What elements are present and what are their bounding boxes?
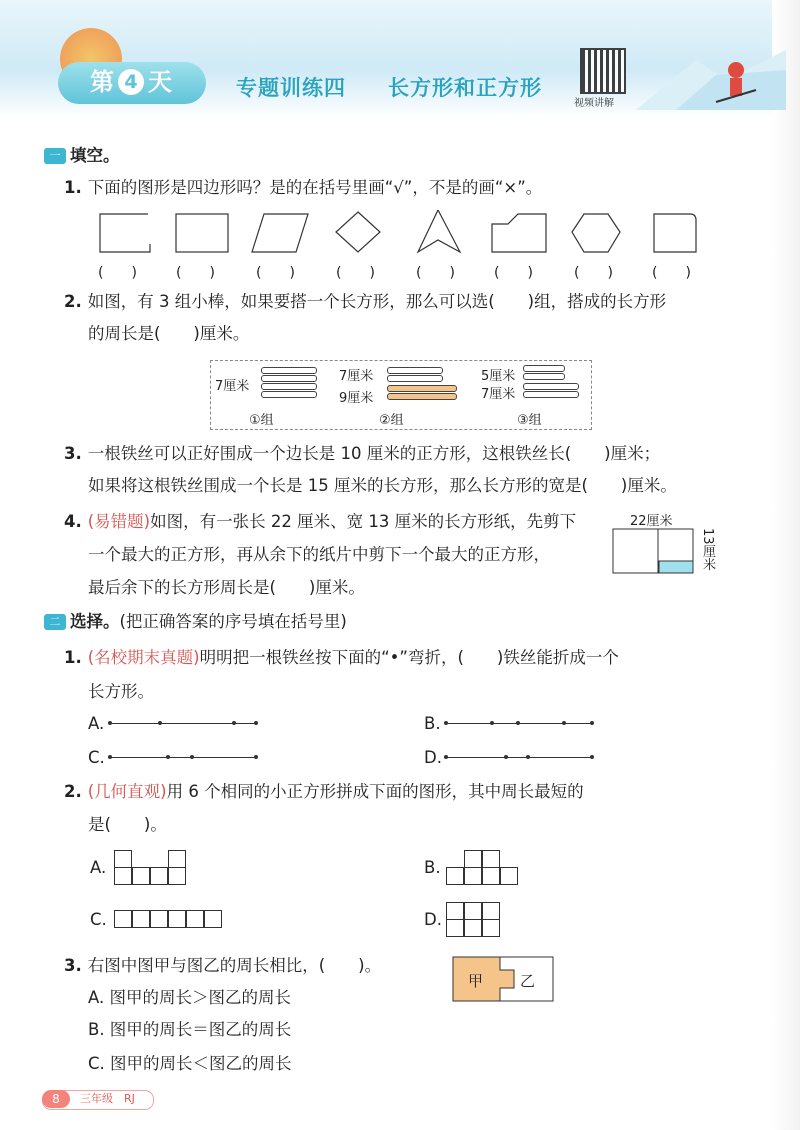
g3-stick-short <box>523 365 565 372</box>
bend-dot <box>232 721 236 725</box>
bend-dot <box>166 755 170 759</box>
unit-square <box>168 867 186 885</box>
s1-q2-num: 2. <box>64 292 82 311</box>
s2-q1-line1 <box>64 646 619 670</box>
s2-q3-option-a[interactable]: A. 图甲的周长＞图乙的周长 <box>88 988 291 1007</box>
unit-square <box>482 919 500 937</box>
s1-q2-line1 <box>64 290 666 314</box>
unit-square <box>446 867 464 885</box>
g1-stick <box>261 367 317 374</box>
shape-a <box>114 850 190 886</box>
s2-q1-text-b: 长方形。 <box>88 682 154 701</box>
unit-square <box>482 867 500 885</box>
q4-fig-height-label: 13厘米 <box>700 528 715 571</box>
bend-dot <box>254 755 258 759</box>
unit-square <box>150 867 168 885</box>
sticks-figure <box>210 360 592 430</box>
wire-a <box>110 723 256 724</box>
g2-name: ②组 <box>379 413 404 428</box>
section1-heading <box>44 144 120 168</box>
unit-square <box>446 902 464 920</box>
s2-q1-option-c[interactable]: C. <box>88 748 105 767</box>
s2-q2-tag: (几何直观) <box>87 782 167 801</box>
s2-q2-option-a[interactable]: A. <box>90 858 107 877</box>
unit-square <box>446 919 464 937</box>
q4-fig-width-label: 22厘米 <box>630 514 673 529</box>
unit-square <box>168 850 186 868</box>
s1-q4-text-a: 如图，有一张长 22 厘米、宽 13 厘米的长方形纸，先剪下 <box>150 512 577 531</box>
bend-dot <box>590 721 594 725</box>
section2-note: (把正确答案的序号填在括号里) <box>119 612 347 631</box>
day-suffix: 天 <box>148 68 172 96</box>
g3-stick <box>523 383 579 390</box>
unit-square <box>204 910 222 928</box>
bend-dot <box>516 721 520 725</box>
g1-length-label: 7厘米 <box>215 379 250 394</box>
unit-square <box>132 910 150 928</box>
unit-square <box>482 902 500 920</box>
bend-dot <box>108 721 112 725</box>
qr-code-icon[interactable] <box>580 48 626 94</box>
s1-q4-line1 <box>64 510 576 534</box>
g3-stick <box>523 391 579 398</box>
shape-3-parallelogram <box>252 214 308 252</box>
s1-q1 <box>64 176 542 200</box>
bend-dot <box>444 755 448 759</box>
bend-dot <box>190 755 194 759</box>
g1-name: ①组 <box>249 413 274 428</box>
unit-square <box>500 867 518 885</box>
s1-q4-tag: (易错题) <box>87 512 151 531</box>
unit-square <box>114 867 132 885</box>
wire-d <box>446 757 592 758</box>
s2-q1-num: 1. <box>64 648 82 667</box>
unit-square <box>464 919 482 937</box>
s1-q3-num: 3. <box>64 444 82 463</box>
bend-dot <box>490 721 494 725</box>
page-title: 专题训练四 <box>236 76 346 100</box>
s2-q3-option-c[interactable]: C. 图甲的周长＜图乙的周长 <box>88 1054 292 1073</box>
day-number: 4 <box>118 69 144 95</box>
g1-stick <box>261 383 317 390</box>
s2-q3-num: 3. <box>64 956 82 975</box>
day-prefix: 第 <box>90 68 114 96</box>
s1-q2-text-a: 如图，有 3 组小棒，如果要搭一个长方形，那么可以选( )组，搭成的长方形 <box>87 292 667 311</box>
section2-heading <box>44 610 347 634</box>
section2-title: 选择。 <box>70 612 120 631</box>
g2-length-label-1: 7厘米 <box>339 369 374 384</box>
s2-q2-option-c[interactable]: C. <box>90 910 107 929</box>
day-label <box>90 64 196 100</box>
shape-2-rectangle <box>176 214 228 252</box>
page-subtitle: 长方形和正方形 <box>388 76 542 100</box>
unit-square <box>464 902 482 920</box>
shape-5-arrowhead <box>418 210 460 252</box>
g3-name: ③组 <box>517 413 542 428</box>
g2-stick-long <box>387 385 457 392</box>
wire-b <box>446 723 592 724</box>
shape-6-pentagon <box>492 214 546 252</box>
wire-c <box>110 757 256 758</box>
g1-stick <box>261 391 317 398</box>
answer-paren-7[interactable]: ( ) <box>574 265 613 281</box>
bend-dot <box>444 721 448 725</box>
s2-q2-option-b[interactable]: B. <box>424 858 441 877</box>
s2-q2-text-a: 用 6 个相同的小正方形拼成下面的图形，其中周长最短的 <box>166 782 584 801</box>
shape-d <box>446 902 502 938</box>
q4-paper-figure <box>612 528 696 576</box>
bend-dot <box>562 721 566 725</box>
quadrilateral-shapes <box>96 210 706 260</box>
unit-square <box>150 910 168 928</box>
unit-square <box>482 850 500 868</box>
s2-q2-line1 <box>64 780 584 804</box>
page-edge <box>772 0 800 1130</box>
s2-q1-text-a: 明明把一根铁丝按下面的“•”弯折，( )铁丝能折成一个 <box>199 648 619 667</box>
unit-square <box>186 910 204 928</box>
g3-stick-short <box>523 373 565 380</box>
bend-dot <box>590 755 594 759</box>
answer-paren-2[interactable]: ( ) <box>176 265 215 281</box>
section1-title: 填空。 <box>70 146 120 165</box>
grade-label: 三年级 RJ <box>80 1092 135 1105</box>
unit-square <box>132 867 150 885</box>
s2-q2-num: 2. <box>64 782 82 801</box>
s2-q1-option-a[interactable]: A. <box>88 714 105 733</box>
qr-label: 视频讲解 <box>574 98 614 109</box>
g2-stick <box>387 367 443 374</box>
g3-length-label-1: 5厘米 <box>481 369 516 384</box>
g2-length-label-2: 9厘米 <box>339 391 374 406</box>
answer-paren-6[interactable]: ( ) <box>494 265 533 281</box>
jia-label: 甲 <box>468 972 484 990</box>
bend-dot <box>254 721 258 725</box>
unit-square <box>114 910 132 928</box>
answer-paren-3[interactable]: ( ) <box>256 265 295 281</box>
answer-paren-8[interactable]: ( ) <box>652 265 691 281</box>
shape-8-rounded-rect <box>654 214 696 252</box>
g1-stick <box>261 375 317 382</box>
shape-c <box>114 910 224 930</box>
s2-q2-option-d[interactable]: D. <box>424 910 442 929</box>
s1-q3-text-a: 一根铁丝可以正好围成一个边长是 10 厘米的正方形，这根铁丝长( )厘米； <box>87 444 661 463</box>
unit-square <box>464 850 482 868</box>
answer-paren-4[interactable]: ( ) <box>336 265 375 281</box>
g2-stick-long <box>387 393 457 400</box>
s1-q1-num: 1. <box>64 178 82 197</box>
s1-q3-text-b: 如果将这根铁丝围成一个长是 15 厘米的长方形，那么长方形的宽是( )厘米。 <box>88 476 677 495</box>
shape-b <box>446 850 522 886</box>
bend-dot <box>526 755 530 759</box>
section1-icon: 一 <box>44 148 66 164</box>
g3-length-label-2: 7厘米 <box>481 387 516 402</box>
bend-dot <box>158 721 162 725</box>
unit-square <box>464 867 482 885</box>
skier-illustration <box>636 40 786 110</box>
s1-q4-num: 4. <box>64 512 82 531</box>
s1-q1-text: 下面的图形是四边形吗？是的在括号里画“√”，不是的画“×”。 <box>87 178 543 197</box>
s1-q4-text-c: 最后余下的长方形周长是( )厘米。 <box>88 578 365 597</box>
s2-q3-line1 <box>64 954 381 978</box>
bend-dot <box>108 755 112 759</box>
yi-label: 乙 <box>520 972 536 990</box>
section2-icon: 二 <box>44 614 66 630</box>
s2-q1-option-d[interactable]: D. <box>424 748 442 767</box>
s2-q3-option-b[interactable]: B. 图甲的周长＝图乙的周长 <box>88 1020 292 1039</box>
s1-q3-line1 <box>64 442 660 466</box>
shape-7-hexagon <box>572 214 620 252</box>
s2-q1-option-b[interactable]: B. <box>424 714 441 733</box>
s1-q4-text-b: 一个最大的正方形，再从余下的纸片中剪下一个最大的正方形， <box>88 545 550 564</box>
s2-q3-text: 右图中图甲与图乙的周长相比，( )。 <box>87 956 382 975</box>
bend-dot <box>504 755 508 759</box>
shape-4-diamond <box>336 212 380 252</box>
page-number: 8 <box>42 1090 70 1108</box>
s2-q1-tag: (名校期末真题) <box>87 648 200 667</box>
unit-square <box>114 850 132 868</box>
answer-paren-5[interactable]: ( ) <box>416 265 455 281</box>
shape-1-open-rect <box>100 214 150 252</box>
s2-q2-text-b: 是( )。 <box>88 815 167 834</box>
unit-square <box>168 910 186 928</box>
g2-stick <box>387 375 443 382</box>
answer-paren-1[interactable]: ( ) <box>98 265 137 281</box>
s1-q2-text-b: 的周长是( )厘米。 <box>88 324 250 343</box>
